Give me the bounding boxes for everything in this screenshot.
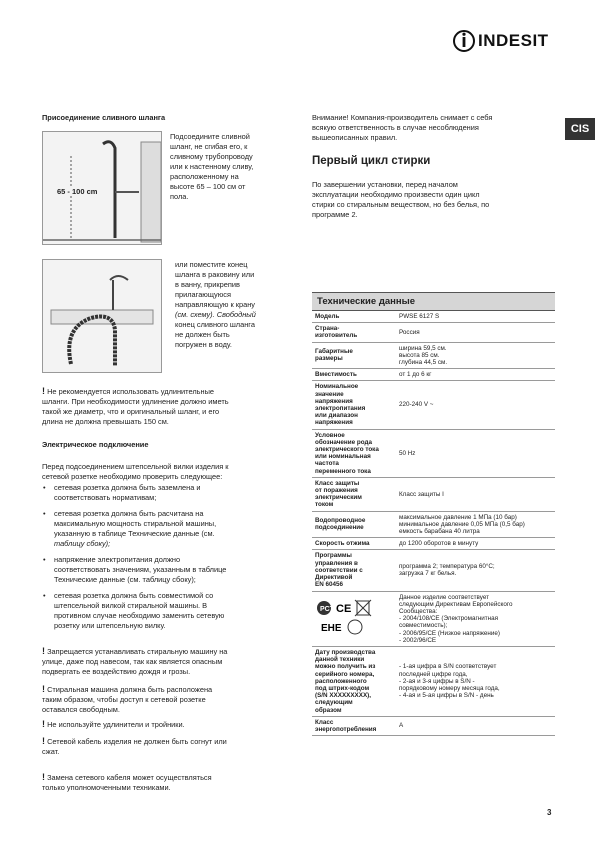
table-row — [312, 646, 555, 716]
page-number: 3 — [547, 808, 552, 817]
spec-key: Дату производства данной техники можно получить из серийного номера, расположенного под штрих-кодом (S/N XXXXXXXXX), следующим образом — [312, 646, 396, 716]
table-row — [312, 591, 555, 646]
drain-text-1 — [170, 132, 253, 202]
list-item: • сетевая розетка должна быть заземлена и соответствовать нормативам; — [42, 483, 290, 503]
extension-cord-warning: ! Не используйте удлинители и тройники. — [42, 719, 185, 729]
spec-key: Скорость отжима — [312, 538, 396, 550]
list-item: • сетевая розетка должна быть совместимой со штепсельной вилкой стиральной машины. В противном случае необходимо заменить сетевую розетку или штепсельную вилку. — [42, 591, 290, 631]
svg-text:CE: CE — [336, 602, 352, 615]
text-line: погружен в воду. — [175, 340, 232, 349]
language-tab — [565, 118, 595, 140]
first-wash-text: По завершении установки, перед началом эксплуатации необходимо произвести один цикл стирки со стиральным веществом, но без белья, по программе 2. — [312, 180, 490, 219]
text-line: Перед подсоединением штепсельной вилки изделия к — [42, 462, 229, 471]
spec-key: Программы управления в соответствии с Директивой EN 60456 — [312, 550, 396, 591]
spec-key: Страна- изготовитель — [312, 323, 396, 342]
text-line: высоте 65 – 100 см от — [170, 182, 246, 191]
first-wash-title: Первый цикл стирки — [312, 155, 431, 167]
attention-note: Внимание! Компания-производитель снимает с себя всякую ответственность в случае несоблюдения вышеописанных правил. — [312, 113, 493, 142]
specs-table — [312, 311, 555, 736]
specs-panel — [312, 292, 555, 736]
warning-icon: ! — [42, 646, 45, 656]
spec-value: программа 2; температура 60°C; загрузка 7 кг белья. — [396, 550, 555, 591]
drain-wall-figure — [42, 131, 162, 245]
electrical-section-title: Электрическое подключение — [42, 440, 149, 449]
warning-icon: ! — [42, 719, 45, 729]
spec-value: до 1200 оборотов в минуту — [396, 538, 555, 550]
text-line: шланга в раковину или — [175, 270, 255, 279]
spec-value: Данное изделие соответствует следующим Директивам Европейского Сообщества: - 2004/108/CE (Электромагнитная совместимость); - 2006/95/CE (Низкое напряжение) - 2002/96/CE — [396, 591, 555, 646]
svg-text:EHE: EHE — [321, 622, 342, 634]
spec-value: A — [396, 716, 555, 735]
language-tab-label: CIS — [570, 123, 590, 135]
sink-drain-illustration-icon — [43, 260, 161, 372]
spec-key: Модель — [312, 311, 396, 323]
text-line: шланг, не сгибая его, к — [170, 142, 248, 151]
extension-warning — [42, 386, 287, 427]
drain-sink-figure — [42, 259, 162, 373]
spec-key: Условное обозначение рода электрического тока или номинальная частота переменного тока — [312, 429, 396, 477]
certification-marks-icon — [315, 598, 393, 640]
text-line: конец сливного шланга — [175, 320, 255, 329]
spec-value: Класс защиты I — [396, 477, 555, 511]
text-line: сетевой розетке необходимо проверить следующее: — [42, 472, 223, 481]
height-range-label: 65 - 100 cm — [57, 187, 98, 196]
table-row — [312, 477, 555, 511]
text-line: сливному трубопроводу — [170, 152, 253, 161]
list-item: • сетевая розетка должна быть расчитана на максимальную мощность стиральной машины, указанную в таблице Технические данные (см. таблицу сбоку); — [42, 509, 290, 549]
list-item: • напряжение электропитания должно соответствовать значениям, указанным в таблице Технические данные (см. таблицу сбоку); — [42, 555, 290, 585]
warning-icon: ! — [42, 684, 45, 694]
spec-key — [312, 591, 396, 646]
brand-name: INDESIT — [478, 31, 549, 50]
svg-text:PCT: PCT — [320, 605, 334, 613]
text-line: пола. — [170, 192, 189, 201]
spec-value: ширина 59,5 см. высота 85 см. глубина 44,5 см. — [396, 342, 555, 369]
spec-value: 220-240 V ~ — [396, 381, 555, 429]
table-row — [312, 323, 555, 342]
electrical-checklist — [42, 483, 290, 637]
table-row — [312, 369, 555, 381]
table-row — [312, 429, 555, 477]
text-line: расположенному на — [170, 172, 239, 181]
outdoor-warning: ! Запрещается устанавливать стиральную машину на улице, даже под навесом, так как является опасным подвергать ее воздействию дождя и грозы. — [42, 646, 228, 676]
spec-key: Класс энергопотребления — [312, 716, 396, 735]
spec-value: 50 Hz — [396, 429, 555, 477]
spec-value: максимальное давление 1 МПа (10 бар) минимальное давление 0,05 МПа (0,5 бар) емкость барабана 40 литра — [396, 511, 555, 538]
text-line: или к настенному сливу, — [170, 162, 254, 171]
cable-replacement-warning: ! Замена сетевого кабеля может осуществляться только уполномоченными техниками. — [42, 772, 212, 792]
text-line: Не рекомендуется использовать удлинительные — [47, 387, 215, 396]
electrical-intro — [42, 462, 287, 482]
text-line: направляющую к крану — [175, 300, 256, 309]
spec-value: PWSE 6127 S — [396, 311, 555, 323]
table-row — [312, 342, 555, 369]
text-line: (см. схему). Свободный — [175, 310, 256, 319]
table-row — [312, 511, 555, 538]
spec-value: Россия — [396, 323, 555, 342]
text-line: шланги. При необходимости удлинение должно иметь — [42, 397, 229, 406]
table-row — [312, 381, 555, 429]
text-line: в ванну, прикрепив — [175, 280, 240, 289]
warning-icon: ! — [42, 772, 45, 782]
warning-icon: ! — [42, 386, 45, 396]
drain-section-title: Присоединение сливного шланга — [42, 113, 166, 122]
spec-value: от 1 до 6 кг — [396, 369, 555, 381]
table-row — [312, 311, 555, 323]
text-line: прилагающуюся — [175, 290, 231, 299]
text-line: длина не должна превышать 150 см. — [42, 417, 169, 426]
spec-key: Класс защиты от поражения электрическим током — [312, 477, 396, 511]
table-row — [312, 716, 555, 735]
drain-text-2 — [175, 260, 256, 350]
text-line: или поместите конец — [175, 260, 248, 269]
table-row — [312, 550, 555, 591]
spec-key: Водопроводное подсоединение — [312, 511, 396, 538]
spec-key: Вместимость — [312, 369, 396, 381]
spec-key: Номинальное значение напряжения электропитания или диапазон напряжения — [312, 381, 396, 429]
text-line: такой же диаметр, что и оригинальный шланг, и его — [42, 407, 220, 416]
text-line: Подсоедините сливной — [170, 132, 250, 141]
cable-bend-warning: ! Сетевой кабель изделия не должен быть согнут или сжат. — [42, 736, 227, 756]
text-line: не должен быть — [175, 330, 230, 339]
spec-key: Габаритные размеры — [312, 342, 396, 369]
specs-title: Технические данные — [312, 292, 555, 311]
warning-icon: ! — [42, 736, 45, 746]
spec-value: - 1-ая цифра в S/N соответствует последней цифре года, - 2-ая и 3-я цифры в S/N - порядковому номеру месяца года, - 4-ая и 5-ая цифры в S/N - день — [396, 646, 555, 716]
socket-access-warning: ! Стиральная машина должна быть расположена таким образом, чтобы доступ к сетевой розетке оставался свободным. — [42, 684, 213, 714]
table-row — [312, 538, 555, 550]
